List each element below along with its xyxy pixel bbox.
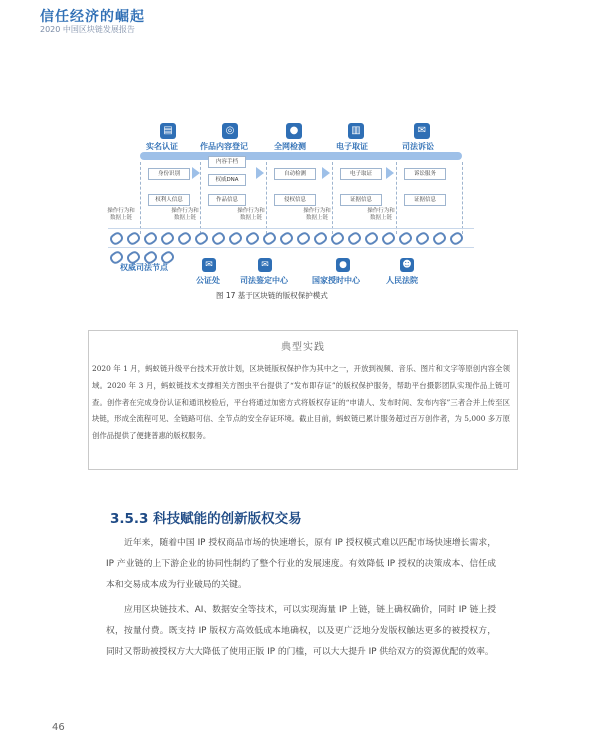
chain-link-icon [295,230,312,246]
node-judicial: 司法鉴定中心 [240,276,288,285]
section-title: 3.5.3 科技赋能的创新版权交易 [110,511,302,527]
mail-icon: ✉ [414,123,430,139]
chain-link-icon [261,230,278,246]
chain-link-icon [210,230,227,246]
node-time-center: 国家授时中心 [312,276,360,285]
separator [266,162,267,234]
authority-label: 权威司法节点 [120,263,168,272]
node-court: 人民法院 [386,276,418,285]
chain-link-icon [278,230,295,246]
arrow-icon [386,167,394,179]
chain-note: 操作行为和数据上链 [107,208,135,221]
stage-label-2: 作品内容登记 [200,142,248,151]
separator [396,162,397,234]
chain-link-icon [380,230,397,246]
box-dna: 权威DNA [208,174,246,186]
case-text: 2020 年 1 月，蚂蚁链升级平台技术开放计划，区块链版权保护作为其中之一，开放到视频、音乐、图片和文字等原创内容全领域。2020 年 3 月，蚂蚁链技术支撑相关方图虫平台提供了“发布即存证”的版权保护服务，帮助平台摄影团队实现作品上链可查。创作者在完成身份认证和通讯校验后，平台将通过加密方式将版权存证的“申请人、发布时间、发布内容”三者合并上传至区块链，形成全流程可见、全链路可信、全节点的安全存证环境。截止目前，蚂蚁链已累计服务超过百万创作者，为 5,000 多万原创作品提供了便捷普惠的版权服务。 [92,364,510,441]
separator [140,162,141,234]
location-pin-icon: ● [286,123,302,139]
book-title: 信任经济的崛起 [40,9,145,25]
case-title-wrap [88,335,518,354]
chain-link-icon [329,230,346,246]
separator [462,162,463,234]
chain-link-icon [414,230,431,246]
blockchain-chain [108,228,474,248]
box-identity: 身份识别 [148,168,190,180]
case-title: 典型实践 [281,342,325,353]
box-infringe-info: 侵权信息 [274,194,316,206]
book-subtitle: 2020 中国区块链发展报告 [40,25,135,34]
box-work-info: 作品信息 [208,194,246,206]
box-litigation: 诉讼服务 [404,168,446,180]
chain-note: 操作行为和数据上链 [237,208,265,221]
box-evidence-info: 证据信息 [340,194,382,206]
chain-link-icon [448,230,465,246]
arrow-icon [256,167,264,179]
chain-link-icon [176,230,193,246]
chain-link-icon [193,230,210,246]
id-card-icon: ▤ [160,123,176,139]
box-e-evidence: 电子取证 [340,168,382,180]
chain-link-icon [244,230,261,246]
chain-link-icon [142,230,159,246]
chain-link-icon [159,230,176,246]
stage-label-3: 全网检测 [274,142,306,151]
paragraph-2: 应用区块链技术、AI、数据安全等技术，可以实现海量 IP 上链，链上确权确价，同时 IP 链上授权，按量付费。既支持 IP 版权方高效低成本地确权，以及更广泛地分发版权触达更多的被授权方，同时又帮助被授权方大大降低了使用正版 IP 的门槛，可以大大提升 IP 供给双方的资源优配的效率。 [106,605,496,657]
figure-caption: 图 17 基于区块链的版权保护模式 [216,291,328,300]
stage-label-4: 电子取证 [336,142,368,151]
globe-icon: ◎ [222,123,238,139]
chain-link-icon [312,230,329,246]
arrow-icon [192,167,200,179]
chain-link-icon [227,230,244,246]
chain-note: 操作行为和数据上链 [367,208,395,221]
page-number: 46 [52,722,65,733]
chart-icon: ▥ [348,123,364,139]
box-evidence-info-2: 证据信息 [404,194,446,206]
mail-icon: ✉ [202,258,216,272]
node-notary: 公证处 [196,276,220,285]
chain-note: 操作行为和数据上链 [171,208,199,221]
stage-bar [140,152,462,160]
copyright-protection-figure [100,118,500,303]
chain-link-icon [363,230,380,246]
separator [332,162,333,234]
arrow-icon [322,167,330,179]
box-auto-detect: 自动检测 [274,168,316,180]
chain-link-icon [346,230,363,246]
mail-icon: ✉ [258,258,272,272]
chain-link-icon [431,230,448,246]
stage-label-5: 司法诉讼 [402,142,434,151]
chain-link-icon [125,230,142,246]
stage-label-1: 实名认证 [146,142,178,151]
chain-note: 操作行为和数据上链 [303,208,331,221]
chain-link-icon [397,230,414,246]
separator [200,162,201,234]
box-content: 内容手档 [208,156,246,168]
paragraph-1: 近年来，随着中国 IP 授权商品市场的快速增长，原有 IP 授权模式难以匹配市场快速增长需求，IP 产业链的上下游企业的协同性制约了整个行业的发展速度。有效降低 IP 授权的决策成本、信任成本和交易成本成为行业破局的关键。 [106,538,496,590]
chain-link-icon [108,230,125,246]
location-pin-icon: ● [336,258,350,272]
person-icon: ☻ [400,258,414,272]
box-owner-info: 权利人信息 [148,194,190,206]
